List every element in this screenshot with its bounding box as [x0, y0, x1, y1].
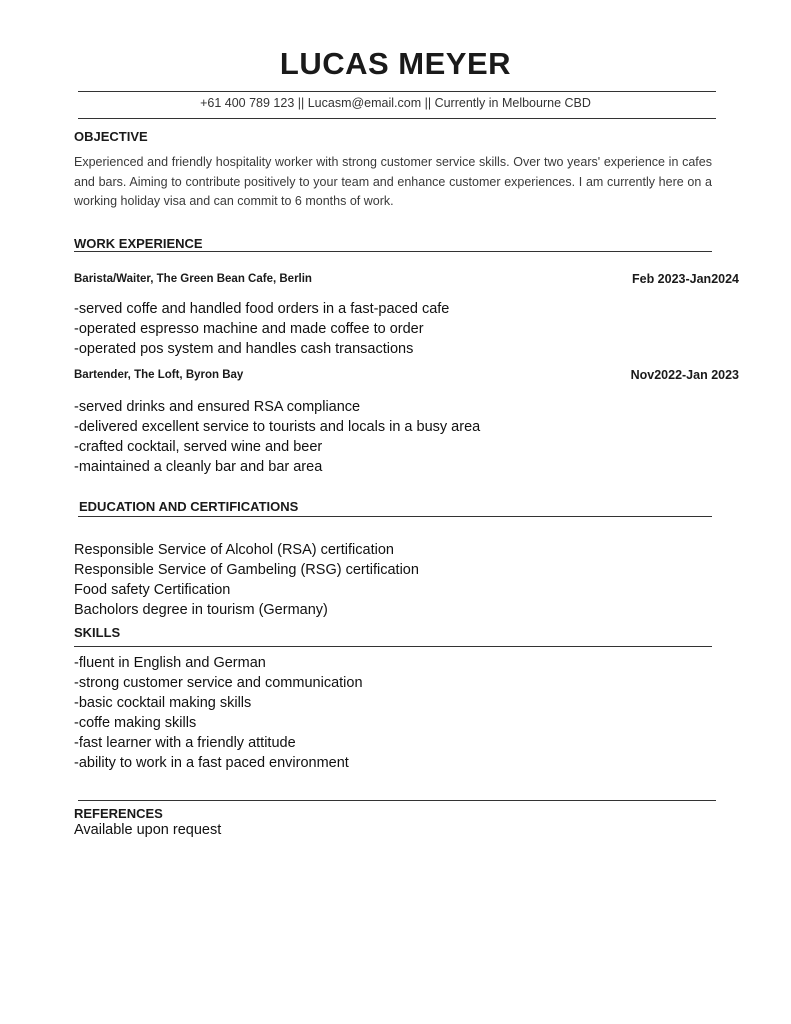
skills-list [74, 653, 363, 773]
contact-info: +61 400 789 123 || Lucasm@email.com || Currently in Melbourne CBD [200, 96, 591, 110]
list-item: Responsible Service of Alcohol (RSA) certification [74, 542, 394, 558]
list-item: -basic cocktail making skills [74, 695, 252, 711]
list-item: -strong customer service and communication [74, 675, 363, 691]
objective-text: Experienced and friendly hospitality worker with strong customer service skills. Over two years' experience in cafes and bars. Aiming to contribute positively to your team and enhance customer experiences. I am currently here on a working holiday visa and can commit to 6 months of work. [74, 155, 712, 208]
references-heading: REFERENCES [74, 806, 163, 821]
job-duties-list [74, 397, 480, 477]
objective-heading: OBJECTIVE [74, 129, 148, 144]
work-experience-heading: WORK EXPERIENCE [74, 236, 203, 251]
list-item: -coffe making skills [74, 715, 197, 731]
job-date: Nov2022-Jan 2023 [630, 368, 739, 382]
references-text: Available upon request [74, 822, 222, 838]
list-item: -operated pos system and handles cash transactions [74, 341, 414, 357]
education-rule [78, 516, 712, 517]
list-item: -delivered excellent service to tourists and locals in a busy area [74, 419, 481, 435]
education-heading: EDUCATION AND CERTIFICATIONS [79, 499, 299, 514]
list-item: Food safety Certification [74, 582, 231, 598]
job-date: Feb 2023-Jan2024 [631, 272, 739, 286]
job-title: Bartender, The Loft, Byron Bay [74, 369, 244, 381]
header-rule-top [78, 91, 716, 92]
resume-name: LUCAS MEYER [279, 46, 512, 81]
list-item: -ability to work in a fast paced environment [74, 755, 349, 771]
list-item: Responsible Service of Gambeling (RSG) certification [74, 562, 419, 578]
list-item: -operated espresso machine and made coffee to order [74, 321, 424, 337]
work-experience-rule [74, 251, 712, 252]
job-title: Barista/Waiter, The Green Bean Cafe, Berlin [74, 273, 312, 285]
skills-rule [74, 646, 712, 647]
skills-heading: SKILLS [74, 625, 121, 640]
list-item: -crafted cocktail, served wine and beer [74, 439, 323, 455]
list-item: -fluent in English and German [74, 655, 266, 671]
list-item: -served drinks and ensured RSA compliance [74, 399, 361, 415]
list-item: Bacholors degree in tourism (Germany) [74, 602, 328, 618]
list-item: -maintained a cleanly bar and bar area [74, 459, 323, 475]
list-item: -served coffe and handled food orders in a fast-paced cafe [74, 301, 450, 317]
references-rule [78, 800, 716, 801]
job-duties-list [74, 299, 449, 359]
education-list [74, 540, 419, 620]
header-rule-bottom [78, 118, 716, 119]
list-item: -fast learner with a friendly attitude [74, 735, 296, 751]
